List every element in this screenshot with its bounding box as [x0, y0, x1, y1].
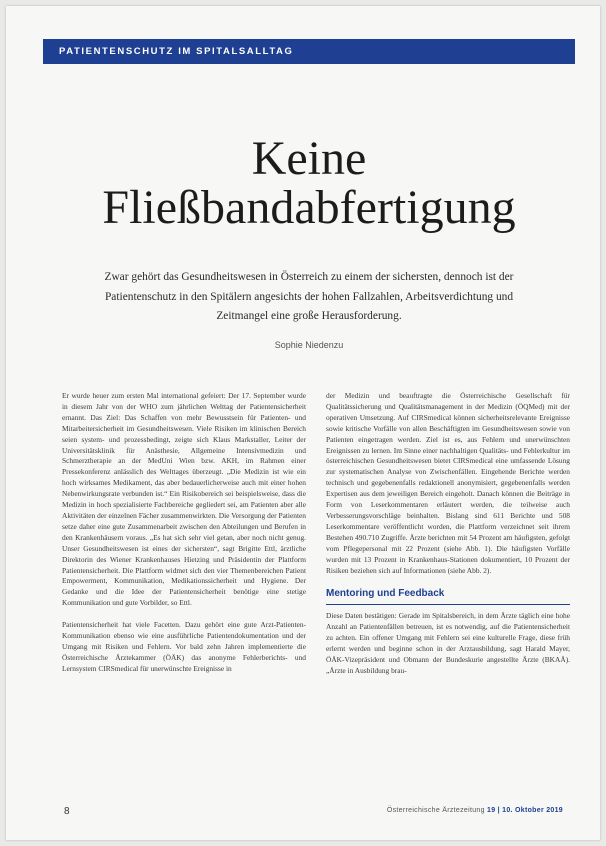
body-column-right: [326, 391, 570, 688]
body-paragraph: Er wurde heuer zum ersten Mal international gefeiert: Der 17. September wurde in diesem Jahr von der WHO zum jährlichen Welttag der Patientensicherheit ernannt. Das Ziel: Das Schaffen von mehr Bewusstsein für Patienten- und Mitarbeitersicherheit im Gesundheitswesen. Viele Risiken im klinischen Bereich seien system- und prozessbedingt, zeigte sich Klaus Markstaller, Leiter der Universitätsklinik für Anästhesie, Allgemeine Intensivmedizin und Schmerztherapie an der MedUni Wien bzw. AKH, im Rahmen einer Pressekonferenz anlässlich des Welttages überzeugt. „Die Medizin ist wie ein hoch wirksames Medikament, das aber bedauerlicherweise auch mit einer hohen Nebenwirkungsrate verbunden ist.“ Ein Risikobereich sei beispielsweise, dass die Medizin in hoch spezialisierte Fachbereiche gegliedert sei, am Patienten aber alle Aktivitäten der einzelnen Fächer zusammenwirkten. Die Versorgung der Patienten setze daher eine gute Zusammenarbeit zwischen den Abteilungen und Berufen in den Krankenhäusern voraus. „Es hat sich sehr viel getan, aber noch nicht genug. Unser Gesundheitswesen ist eines der sichersten“, sagt Brigitte Ettl, ärztliche Direktorin des Wiener Krankenhauses Hietzing und Präsidentin der Plattform Patientensicherheit. Die Plattform widmet sich den vier Themenbereichen Patient Empowerment, Kommunikation, Medikationssicherheit und Hygiene. Der Gedanke und die Idee der Patientensicherheit benötige eine stetige Kommunikation und gute Vorbilder, so Ettl.: [62, 391, 306, 608]
title-line-1: Keine: [251, 132, 367, 185]
article-lead: Zwar gehört das Gesundheitswesen in Österreich zu einem der sichersten, dennoch ist der Patientenschutz in den Spitälern angesichts der hohen Fallzahlen, Arbeitsverdichtung und Zeitmangel eine große Herausforderung.: [104, 271, 514, 322]
body-column-left: [62, 391, 306, 686]
author-byline: Sophie Niedenzu: [274, 340, 344, 350]
publication-name: Österreichische Ärztezeitung: [386, 807, 485, 814]
body-paragraph: der Medizin und beauftragte die Österreichische Gesellschaft für Qualitätssicherung und Qualitätsmanagement in der Medizin (ÖQMed) mit der operativen Umsetzung. Auf CIRSmedical können sicherheitsrelevante Ereignisse sowie kritische Vorfälle von allen Beschäftigten im Gesundheitswesen sowie von Patienten eingetragen werden. Ziel ist es, aus Fehlern und unerwünschten Ereignissen zu lernen. Im Sinne einer nachhaltigen Qualitäts- und Fehlerkultur im österreichischen Gesundheitswesen bietet CIRSmedical eine umfassende Lösung zur systematischen Analyse von Zwischenfällen. Eingehende Berichte werden technisch und gegebenenfalls redaktionell anonymisiert, gegebenenfalls werden Expertisen aus dem jeweiligen Bereich eingeholt. Danach können die Beiträge in Form von Leserkommentaren erläutert werden, die teilweise auch Verbesserungsvorschläge beinhalten. Bislang sind 611 Berichte und 508 Leserkommentare veröffentlicht worden, die Plattform verzeichnet seit ihrem Bestehen 490.710 Zugriffe. Ärzte berichten mit 54 Prozent am häufigsten, gefolgt vom Pflegepersonal mit 22 Prozent (siehe Abb. 1). Die häufigsten Vorfälle wurden mit 13 Prozent in Krankenhaus-Stationen dokumentiert, 10 Prozent der Risiken beziehen sich auf Informationen (siehe Abb. 2).: [326, 391, 570, 575]
body-paragraph: Patientensicherheit hat viele Facetten. Dazu gehört eine gute Arzt-Patienten-Kommunikation ebenso wie eine ausführliche Patientendokumentation und der Umgang mit Risiken und Fehlern. Vor bald zehn Jahren implementierte die Österreichische Ärztekammer (ÖÄK) das anonyme Fehlerberichts- und Lernsystem CIRSmedical für unerwünschte Ereignisse in: [62, 620, 306, 673]
article-title: [6, 134, 600, 232]
issue-date: 19 | 10. Oktober 2019: [487, 807, 563, 814]
magazine-page: [6, 6, 600, 840]
title-line-2: Fließbandabfertigung: [102, 181, 516, 234]
footer-publication-info: [323, 807, 563, 814]
body-paragraph: Diese Daten bestätigen: Gerade im Spitalsbereich, in dem Ärzte täglich eine hohe Anzahl an Patientenfällen betreuen, ist es notwendig, auf die Patientensicherheit zu achten. Ein offener Umgang mit Fehlern sei eine kulturelle Frage, diese früh erlernt werden und beginne schon in der Arztausbildung, sagt Harald Mayer, ÖÄK-Vizepräsident und Obmann der Bundeskurie angestellte Ärzte (BKAÄ). „Ärzte in Ausbildung brau-: [326, 611, 570, 675]
section-header-bar: PATIENTENSCHUTZ IM SPITALSALLTAG: [43, 39, 575, 64]
section-subheading: Mentoring und Feedback: [326, 587, 570, 605]
page-number: 8: [64, 806, 70, 817]
